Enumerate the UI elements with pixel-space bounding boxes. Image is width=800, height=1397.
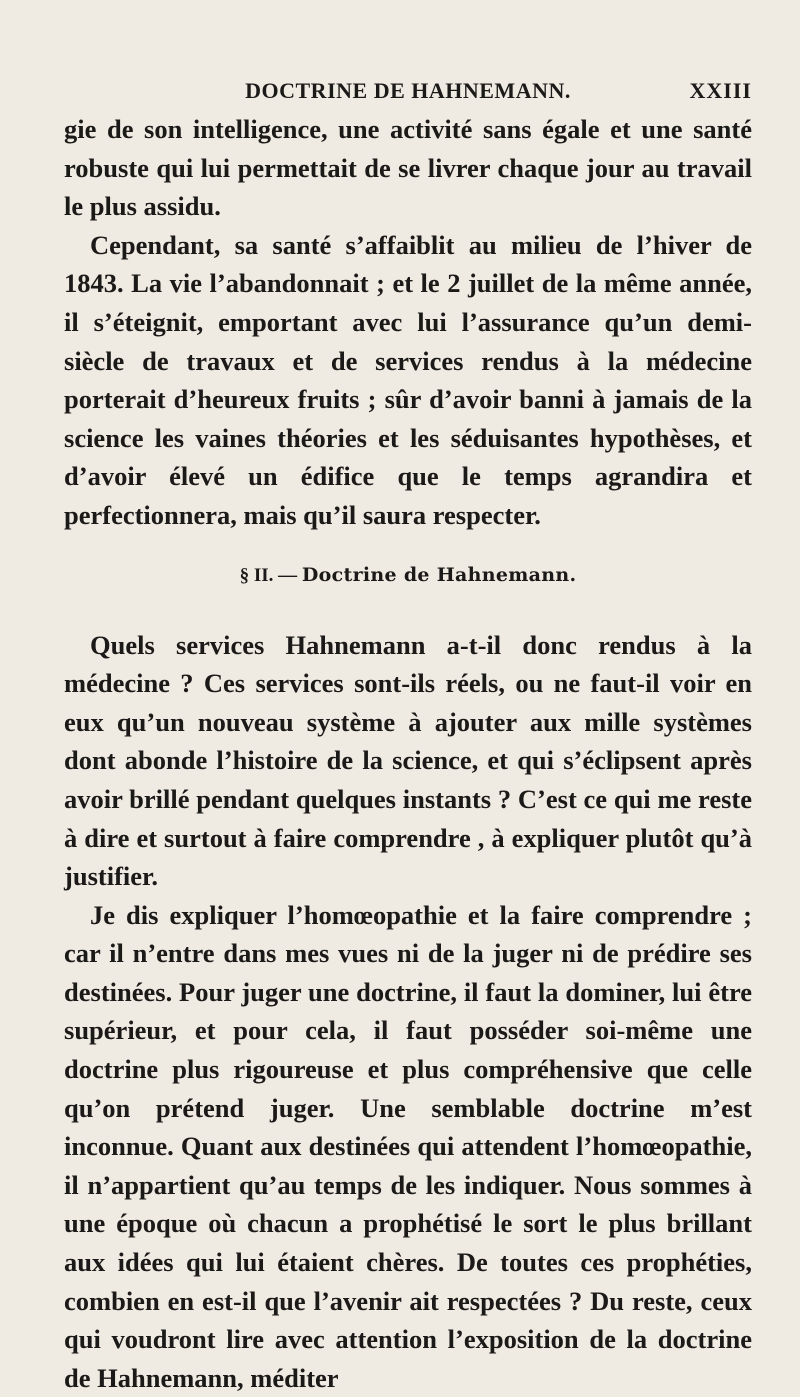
paragraph: Cependant, sa santé s’affaiblit au milieu de l’hiver de 1843. La vie l’abandonnait ; et le 2 juillet de la même année, il s’éteignit, emportant avec lui l’assurance qu’un demi-siècle de travaux et de services rendus à la médecine porterait d’heureux fruits ; sûr d’avoir banni à jamais de la science les vaines théories et les séduisantes hypothèses, et d’avoir élevé un édifice que le temps agrandira et perfectionnera, mais qu’il saura respecter.	[64, 229, 752, 530]
paragraph: Quels services Hahnemann a-t-il donc rendus à la médecine ? Ces services sont-ils réels, ou ne faut-il voir en eux qu’un nouveau système à ajouter aux mille systèmes dont abonde l’histoire de la science, et qui s’éclipsent après avoir brillé pendant quelques instants ? C’est ce qui me reste à dire et surtout à faire comprendre , à expliquer plutôt qu’à justifier.	[64, 629, 752, 892]
body-text	[64, 110, 752, 1397]
page-number: XXIII	[689, 78, 752, 103]
section-heading	[64, 563, 752, 588]
running-title: DOCTRINE DE HAHNEMANN.	[245, 78, 571, 103]
section-title: Doctrine de Hahnemann.	[301, 563, 577, 586]
paragraph: Je dis expliquer l’homœopathie et la faire comprendre ; car il n’entre dans mes vues ni de la juger ni de prédire ses destinées. Pour juger une doctrine, il faut la dominer, lui être supérieur, et pour cela, il faut posséder soi-même une doctrine plus rigoureuse et plus compréhensive que celle qu’on prétend juger. Une semblable doctrine m’est inconnue. Quant aux destinées qui attendent l’homœopathie, il n’appartient qu’au temps de les indiquer. Nous sommes à une époque où chacun a prophétisé le sort le plus brillant aux idées qui lui étaient chères. De toutes ces prophéties, combien en est-il que l’avenir ait respectées ? Du reste, ceux qui voudront lire avec attention l’exposition de la doctrine de Hahnemann, méditer	[64, 899, 752, 1393]
running-header	[64, 0, 752, 110]
section-number: § II. —	[239, 564, 298, 586]
paragraph-continued: gie de son intelligence, une activité sans égale et une santé robuste qui lui permettait de se livrer chaque jour au travail le plus assidu.	[64, 114, 752, 222]
